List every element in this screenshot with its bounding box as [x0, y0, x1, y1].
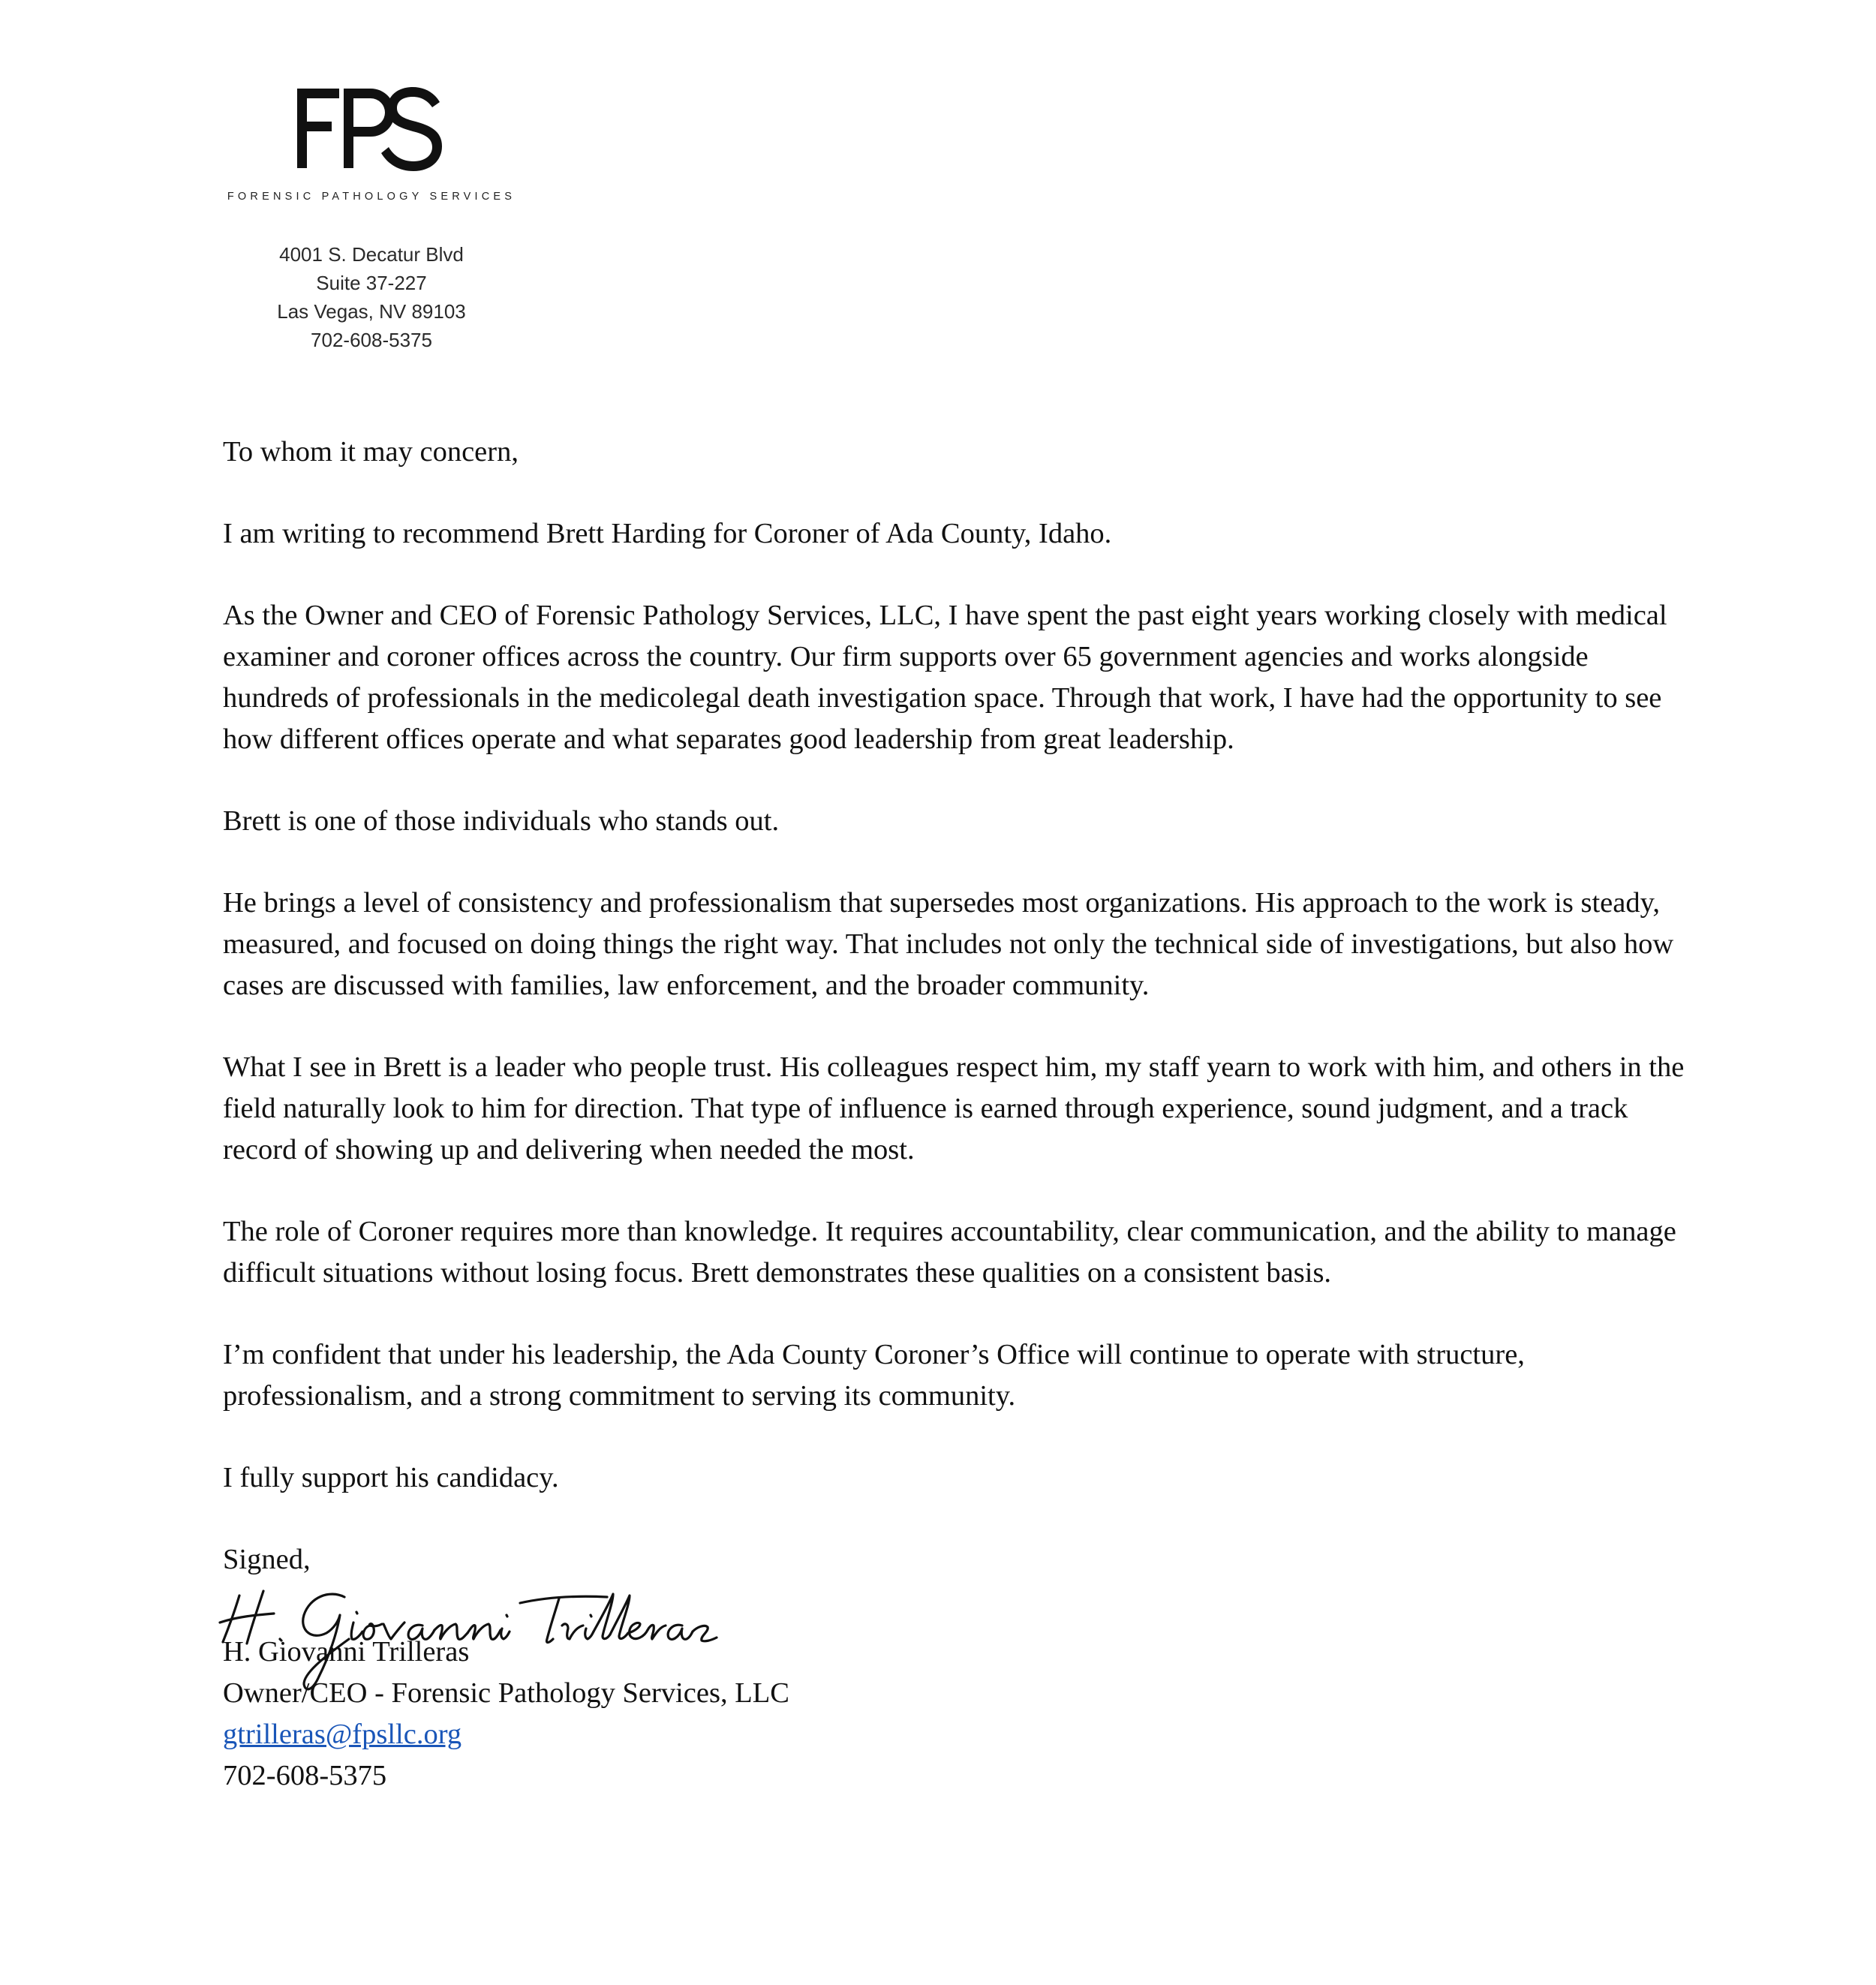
signer-title: Owner/CEO - Forensic Pathology Services, LLC: [223, 1677, 789, 1709]
signer-name: H. Giovanni Trilleras: [223, 1636, 470, 1668]
logo-tagline: FORENSIC PATHOLOGY SERVICES: [227, 191, 516, 203]
letterhead-address: [225, 240, 518, 354]
handwritten-signature: [217, 1580, 727, 1701]
address-phone: 702-608-5375: [311, 329, 432, 351]
signer-email-link[interactable]: gtrilleras@fpsllc.org: [223, 1719, 462, 1750]
letter-body: [223, 432, 1694, 1797]
paragraph-trust: What I see in Brett is a leader who people trust. His colleagues respect him, my staff yearn to work with him, and others in the field naturally look to him for direction. That type of influence is earned through experience, sound judgment, and a track record of showing up and delivering when needed the most.: [223, 1051, 1685, 1165]
closing: Signed,: [223, 1544, 311, 1575]
salutation: To whom it may concern,: [223, 436, 519, 468]
signature-area: [223, 1580, 1694, 1632]
paragraph-professionalism: He brings a level of consistency and professionalism that supersedes most organizations. His approach to the work is steady, measured, and focused on doing things the right way. That includes not only the technical side of investigations, but also how cases are discussed with families, law enforcement, and the broader community.: [223, 887, 1674, 1001]
paragraph-intro: I am writing to recommend Brett Harding for Coroner of Ada County, Idaho.: [223, 518, 1112, 549]
address-street: 4001 S. Decatur Blvd: [279, 243, 464, 266]
paragraph-confidence: I’m confident that under his leadership, the Ada County Coroner’s Office will continue to operate with structure, professionalism, and a strong commitment to serving its community.: [223, 1339, 1525, 1412]
fps-logo-icon: [293, 83, 450, 173]
paragraph-stands-out: Brett is one of those individuals who stands out.: [223, 805, 780, 837]
address-city: Las Vegas, NV 89103: [277, 300, 466, 323]
paragraph-support: I fully support his candidacy.: [223, 1462, 559, 1493]
letterhead: [225, 83, 518, 354]
paragraph-background: As the Owner and CEO of Forensic Pathology Services, LLC, I have spent the past eight years working closely with medical examiner and coroner offices across the country. Our firm supports over 65 government agencies and works alongside hundreds of professionals in the medicolegal death investigation space. Through that work, I have had the opportunity to see how different offices operate and what separates good leadership from great leadership.: [223, 600, 1667, 755]
address-suite: Suite 37-227: [316, 272, 427, 294]
signer-phone: 702-608-5375: [223, 1760, 387, 1791]
paragraph-role: The role of Coroner requires more than knowledge. It requires accountability, clear communication, and the ability to manage difficult situations without losing focus. Brett demonstrates these qualities on a consistent basis.: [223, 1216, 1676, 1289]
